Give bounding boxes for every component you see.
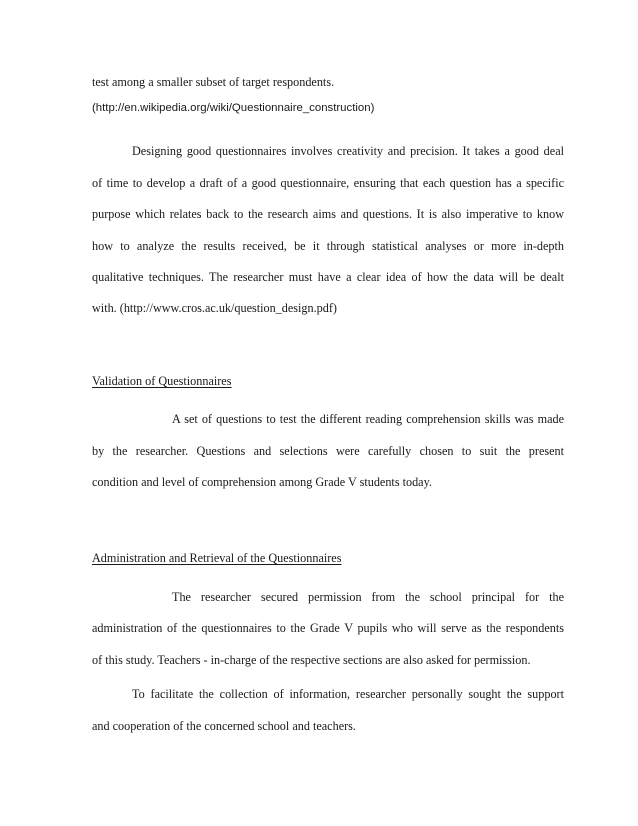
paragraph-line: and cooperation of the concerned school and teachers. (92, 719, 356, 733)
paragraph-line: of time to develop a draft of a good questionnaire, ensuring that each question has a specific (92, 176, 564, 190)
paragraph-line: by the researcher. Questions and selections were carefully chosen to suit the present (92, 444, 564, 458)
paragraph-line: how to analyze the results received, be it through statistical analyses or more in-depth (92, 239, 564, 253)
paragraph-line: with. (http://www.cros.ac.uk/question_design.pdf) (92, 301, 337, 315)
paragraph-line: administration of the questionnaires to the Grade V pupils who will serve as the respondents (92, 621, 564, 635)
section-heading-validation: Validation of Questionnaires (92, 374, 232, 388)
text-line: test among a smaller subset of target respondents. (92, 75, 335, 89)
paragraph-line: purpose which relates back to the research aims and questions. It is also imperative to know (92, 207, 564, 221)
paragraph-line: To facilitate the collection of information, researcher personally sought the support (132, 687, 564, 701)
citation-url: (http://en.wikipedia.org/wiki/Questionnaire_construction) (92, 102, 375, 114)
paragraph-line: The researcher secured permission from the school principal for the (172, 590, 564, 604)
section-heading-administration: Administration and Retrieval of the Questionnaires (92, 551, 342, 565)
paragraph-line: condition and level of comprehension among Grade V students today. (92, 475, 432, 489)
paragraph-line: qualitative techniques. The researcher must have a clear idea of how the data will be dealt (92, 270, 564, 284)
paragraph-line: Designing good questionnaires involves creativity and precision. It takes a good deal (132, 144, 564, 158)
paragraph-line: A set of questions to test the different reading comprehension skills was made (172, 412, 564, 426)
paragraph-line: of this study. Teachers - in-charge of the respective sections are also asked for permission. (92, 653, 531, 667)
